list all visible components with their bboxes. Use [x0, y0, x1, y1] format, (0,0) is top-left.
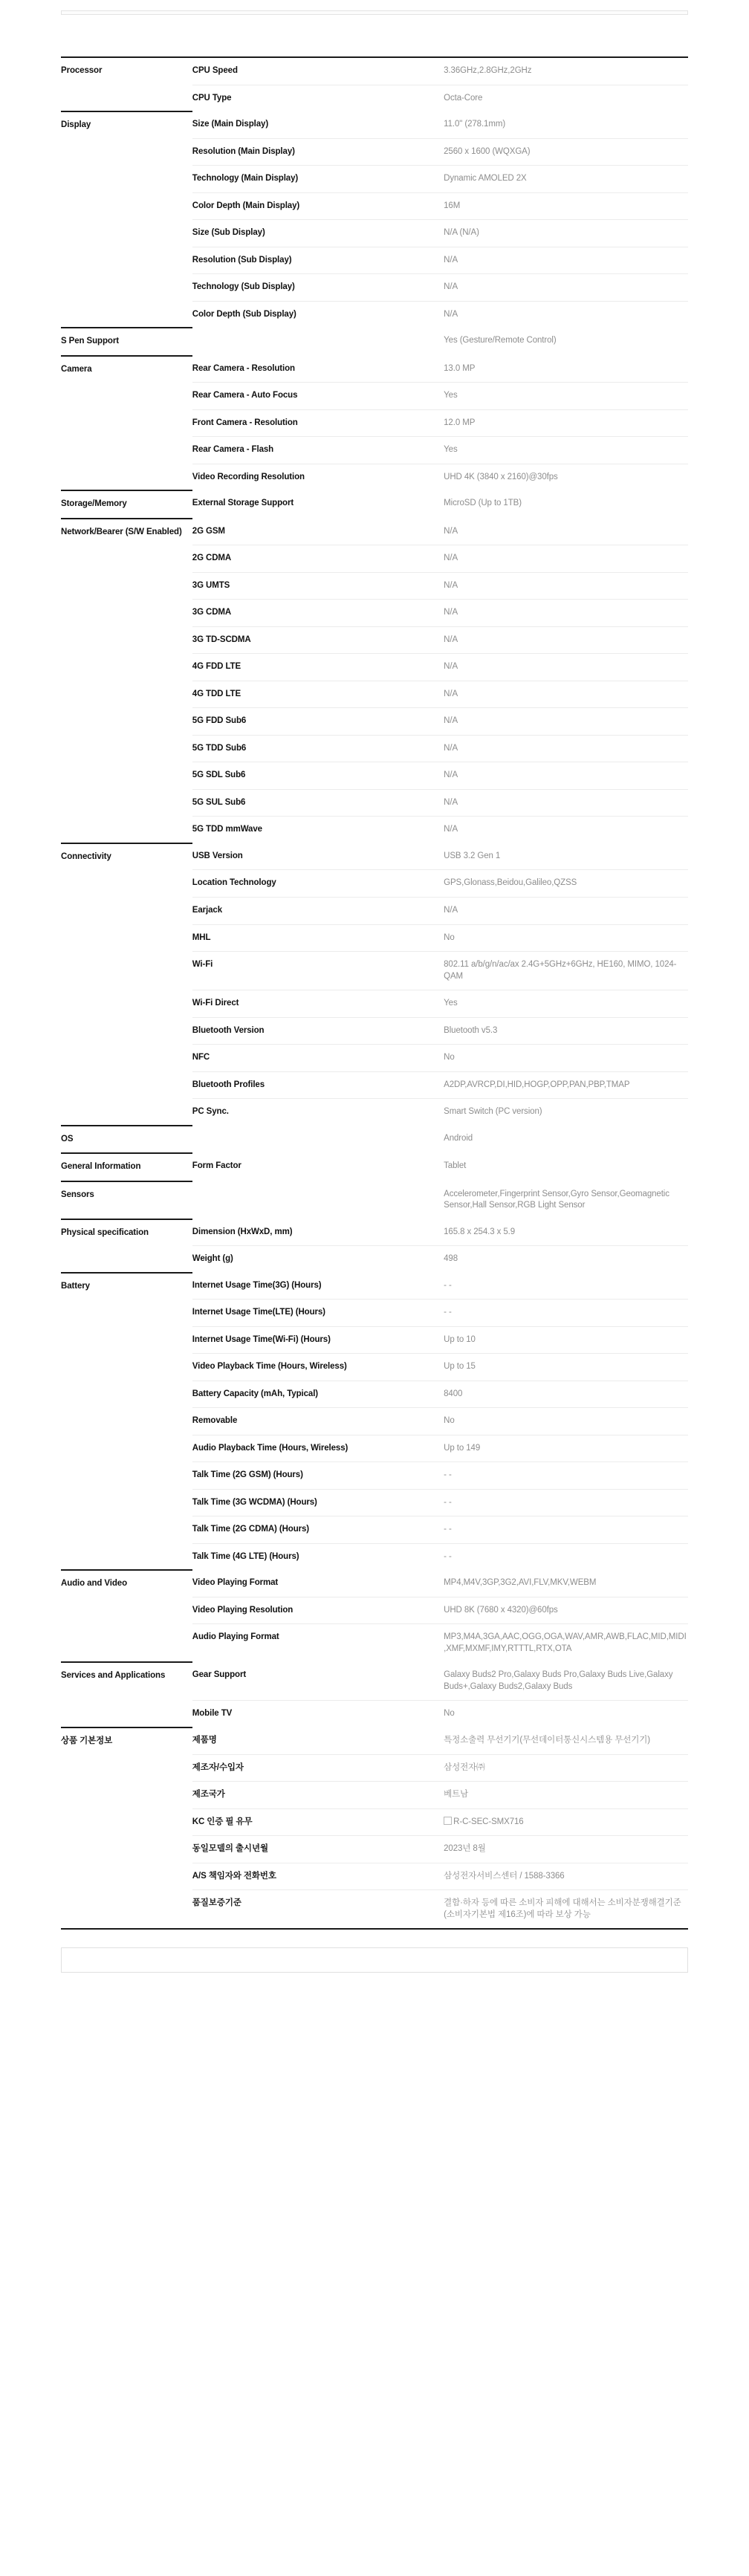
spec-value: Yes: [444, 437, 688, 464]
spec-label: Resolution (Sub Display): [192, 247, 444, 274]
spec-label: Wi-Fi: [192, 952, 444, 990]
spec-value: N/A: [444, 817, 688, 843]
spec-value: N/A: [444, 626, 688, 654]
spec-value: N/A: [444, 654, 688, 681]
spec-group-name: Storage/Memory: [61, 490, 192, 519]
kc-certification-checkbox-icon: [444, 1817, 452, 1825]
spec-value: N/A: [444, 247, 688, 274]
spec-label: Talk Time (2G CDMA) (Hours): [192, 1516, 444, 1544]
spec-value: MicroSD (Up to 1TB): [444, 499, 522, 508]
spec-label: Audio Playing Format: [192, 1624, 444, 1663]
spec-value: Android: [444, 1133, 473, 1143]
spec-value: N/A: [444, 526, 458, 536]
table-row: [61, 519, 688, 545]
spec-page: [0, 10, 749, 1973]
spec-value: MP4,M4V,3GP,3G2,AVI,FLV,MKV,WEBM: [444, 1578, 597, 1588]
spec-label: Size (Sub Display): [192, 220, 444, 247]
spec-group-name: Camera: [61, 356, 192, 491]
spec-label: Mobile TV: [192, 1701, 444, 1727]
spec-value: 12.0 MP: [444, 409, 688, 437]
spec-label: Video Playing Resolution: [192, 1597, 444, 1624]
spec-value: 16M: [444, 192, 688, 220]
spec-group-name: Battery: [61, 1273, 192, 1571]
spec-value: Octa-Core: [444, 85, 688, 111]
table-row: [61, 490, 688, 519]
spec-value: Up to 10: [444, 1326, 688, 1354]
spec-value: - -: [444, 1543, 688, 1570]
spec-label: Talk Time (3G WCDMA) (Hours): [192, 1489, 444, 1516]
spec-value: N/A: [444, 301, 688, 328]
spec-label: Color Depth (Main Display): [192, 192, 444, 220]
spec-value: 165.8 x 254.3 x 5.9: [444, 1227, 516, 1236]
spec-value: Dynamic AMOLED 2X: [444, 166, 688, 193]
spec-label: 3G UMTS: [192, 572, 444, 600]
table-row: [61, 1219, 688, 1246]
spec-label: Removable: [192, 1408, 444, 1435]
spec-label: 3G CDMA: [192, 600, 444, 627]
table-row: [61, 111, 688, 138]
spec-label: Technology (Main Display): [192, 166, 444, 193]
spec-value: Bluetooth v5.3: [444, 1017, 688, 1045]
spec-group-name: Services and Applications: [61, 1662, 192, 1727]
spec-value: Galaxy Buds2 Pro,Galaxy Buds Pro,Galaxy Buds Live,Galaxy Buds+,Galaxy Buds2,Galaxy Buds: [444, 1670, 673, 1691]
spec-value: N/A: [444, 762, 688, 790]
spec-value-text: R-C-SEC-SMX716: [453, 1817, 524, 1826]
spec-label: USB Version: [192, 851, 243, 860]
spec-value: A2DP,AVRCP,DI,HID,HOGP,OPP,PAN,PBP,TMAP: [444, 1071, 688, 1099]
spec-label: 제품명: [192, 1736, 217, 1745]
spec-value: - -: [444, 1300, 688, 1327]
spec-value: USB 3.2 Gen 1: [444, 851, 501, 860]
spec-value: 결함·하자 등에 따른 소비자 피해에 대해서는 소비자분쟁해결기준(소비자기본법 제16조)에 따라 보상 가능: [444, 1890, 688, 1929]
spec-value: Yes (Gesture/Remote Control): [444, 336, 557, 345]
table-row: [61, 843, 688, 870]
spec-label: Technology (Sub Display): [192, 274, 444, 302]
spec-label: 4G TDD LTE: [192, 681, 444, 708]
spec-label: Gear Support: [192, 1670, 247, 1680]
specification-table: [61, 56, 688, 1928]
spec-group-name: 상품 기본정보: [61, 1727, 192, 1928]
spec-label: 5G SUL Sub6: [192, 789, 444, 817]
spec-group-name: Processor: [61, 57, 192, 111]
spec-label: NFC: [192, 1045, 444, 1072]
spec-label: Talk Time (4G LTE) (Hours): [192, 1543, 444, 1570]
spec-label: Dimension (HxWxD, mm): [192, 1227, 293, 1236]
spec-value: Up to 15: [444, 1354, 688, 1381]
spec-label: 제조자/수입자: [192, 1754, 444, 1782]
spec-label: KC 인증 필 유무: [192, 1808, 444, 1836]
spec-value: MP3,M4A,3GA,AAC,OGG,OGA,WAV,AMR,AWB,FLAC,MID,MIDI,XMF,MXMF,IMY,RTTTL,RTX,OTA: [444, 1624, 688, 1663]
spec-label: Form Factor: [192, 1161, 241, 1171]
spec-value: 498: [444, 1246, 688, 1273]
table-row: [61, 57, 688, 85]
spec-label: Bluetooth Version: [192, 1017, 444, 1045]
spec-value: Tablet: [444, 1161, 467, 1171]
spec-label: 동일모델의 출시년월: [192, 1836, 444, 1863]
spec-label: 품질보증기준: [192, 1890, 444, 1929]
spec-value: 13.0 MP: [444, 363, 476, 373]
spec-value: UHD 4K (3840 x 2160)@30fps: [444, 464, 688, 490]
spec-label: 4G FDD LTE: [192, 654, 444, 681]
spec-group-name: Sensors: [61, 1181, 192, 1219]
spec-label: Resolution (Main Display): [192, 138, 444, 166]
spec-value: 8400: [444, 1381, 688, 1408]
spec-value: 베트남: [444, 1782, 688, 1809]
spec-group-name: Physical specification: [61, 1219, 192, 1273]
spec-value: N/A: [444, 897, 688, 924]
spec-label: CPU Type: [192, 85, 444, 111]
spec-value: N/A (N/A): [444, 220, 688, 247]
table-row: [61, 328, 688, 356]
spec-value: [444, 1808, 688, 1836]
spec-label: Rear Camera - Resolution: [192, 363, 295, 373]
specification-table-wrapper: [61, 56, 688, 1928]
spec-label: PC Sync.: [192, 1099, 444, 1126]
spec-value: Smart Switch (PC version): [444, 1099, 688, 1126]
spec-value: GPS,Glonass,Beidou,Galileo,QZSS: [444, 870, 688, 898]
spec-label: Earjack: [192, 897, 444, 924]
spec-label: Talk Time (2G GSM) (Hours): [192, 1462, 444, 1490]
spec-value: N/A: [444, 572, 688, 600]
spec-value: 삼성전자서비스센터 / 1588-3366: [444, 1863, 688, 1890]
spec-value: 11.0" (278.1mm): [444, 120, 506, 129]
spec-value: 2023년 8월: [444, 1836, 688, 1863]
spec-label: Video Playback Time (Hours, Wireless): [192, 1354, 444, 1381]
spec-group-name: OS: [61, 1126, 192, 1154]
table-row: [61, 356, 688, 383]
spec-label: Rear Camera - Flash: [192, 437, 444, 464]
spec-value: 2560 x 1600 (WQXGA): [444, 138, 688, 166]
spec-value: No: [444, 1045, 688, 1072]
spec-label: [192, 1181, 444, 1219]
spec-value: 특정소출력 무선기기(무선데이터통신시스템용 무선기기): [444, 1736, 651, 1745]
spec-value: - -: [444, 1489, 688, 1516]
spec-label: Internet Usage Time(Wi-Fi) (Hours): [192, 1326, 444, 1354]
spec-label: External Storage Support: [192, 499, 294, 508]
spec-label: 제조국가: [192, 1782, 444, 1809]
spec-label: Video Playing Format: [192, 1578, 279, 1588]
spec-value: Up to 149: [444, 1435, 688, 1462]
spec-value: UHD 8K (7680 x 4320)@60fps: [444, 1597, 688, 1624]
spec-value: N/A: [444, 789, 688, 817]
spec-label: Size (Main Display): [192, 120, 269, 129]
spec-value: 802.11 a/b/g/n/ac/ax 2.4G+5GHz+6GHz, HE160, MIMO, 1024-QAM: [444, 952, 688, 990]
spec-label: Battery Capacity (mAh, Typical): [192, 1381, 444, 1408]
table-row: [61, 1727, 688, 1754]
spec-value: N/A: [444, 735, 688, 762]
spec-label: Rear Camera - Auto Focus: [192, 383, 444, 410]
spec-value: No: [444, 1408, 688, 1435]
spec-value: N/A: [444, 545, 688, 573]
spec-label: [192, 1126, 444, 1154]
spec-value: - -: [444, 1462, 688, 1490]
spec-value: Yes: [444, 383, 688, 410]
spec-label: MHL: [192, 924, 444, 952]
spec-group-name: Connectivity: [61, 843, 192, 1126]
spec-group-name: Display: [61, 111, 192, 328]
bottom-divider: [61, 1928, 688, 1930]
spec-label: 5G SDL Sub6: [192, 762, 444, 790]
spec-label: 3G TD-SCDMA: [192, 626, 444, 654]
spec-value: N/A: [444, 681, 688, 708]
bottom-empty-box: [61, 1947, 688, 1973]
spec-label: Color Depth (Sub Display): [192, 301, 444, 328]
spec-label: Bluetooth Profiles: [192, 1071, 444, 1099]
spec-label: 2G GSM: [192, 526, 225, 536]
spec-group-name: Network/Bearer (S/W Enabled): [61, 519, 192, 843]
table-row: [61, 1570, 688, 1597]
spec-group-name: General Information: [61, 1153, 192, 1181]
spec-label: CPU Speed: [192, 57, 444, 85]
spec-value: - -: [444, 1280, 452, 1290]
spec-group-name: S Pen Support: [61, 328, 192, 356]
top-divider-strip: [61, 10, 688, 15]
spec-value: N/A: [444, 708, 688, 736]
spec-label: Internet Usage Time(LTE) (Hours): [192, 1300, 444, 1327]
spec-label: Wi-Fi Direct: [192, 990, 444, 1018]
table-row: [61, 1181, 688, 1219]
spec-value: 3.36GHz,2.8GHz,2GHz: [444, 57, 688, 85]
spec-value: No: [444, 924, 688, 952]
spec-value: 삼성전자㈜: [444, 1754, 688, 1782]
spec-label: Video Recording Resolution: [192, 464, 444, 490]
spec-group-name: Audio and Video: [61, 1570, 192, 1662]
table-row: [61, 1153, 688, 1181]
spec-label: [192, 328, 444, 356]
spec-label: Internet Usage Time(3G) (Hours): [192, 1280, 322, 1290]
spec-label: 2G CDMA: [192, 545, 444, 573]
spec-label: Audio Playback Time (Hours, Wireless): [192, 1435, 444, 1462]
spec-value: Accelerometer,Fingerprint Sensor,Gyro Sensor,Geomagnetic Sensor,Hall Sensor,RGB Light Sensor: [444, 1189, 669, 1210]
spec-label: 5G TDD Sub6: [192, 735, 444, 762]
spec-value: - -: [444, 1516, 688, 1544]
spec-value: No: [444, 1701, 688, 1727]
spec-label: 5G FDD Sub6: [192, 708, 444, 736]
spec-label: A/S 책임자와 전화번호: [192, 1863, 444, 1890]
spec-label: Weight (g): [192, 1246, 444, 1273]
specification-table-body: [61, 57, 688, 1928]
table-row: [61, 1662, 688, 1701]
spec-value: Yes: [444, 990, 688, 1018]
spec-label: 5G TDD mmWave: [192, 817, 444, 843]
spec-value: N/A: [444, 274, 688, 302]
spec-value: N/A: [444, 600, 688, 627]
spec-label: Location Technology: [192, 870, 444, 898]
spec-label: Front Camera - Resolution: [192, 409, 444, 437]
table-row: [61, 1126, 688, 1154]
table-row: [61, 1273, 688, 1300]
